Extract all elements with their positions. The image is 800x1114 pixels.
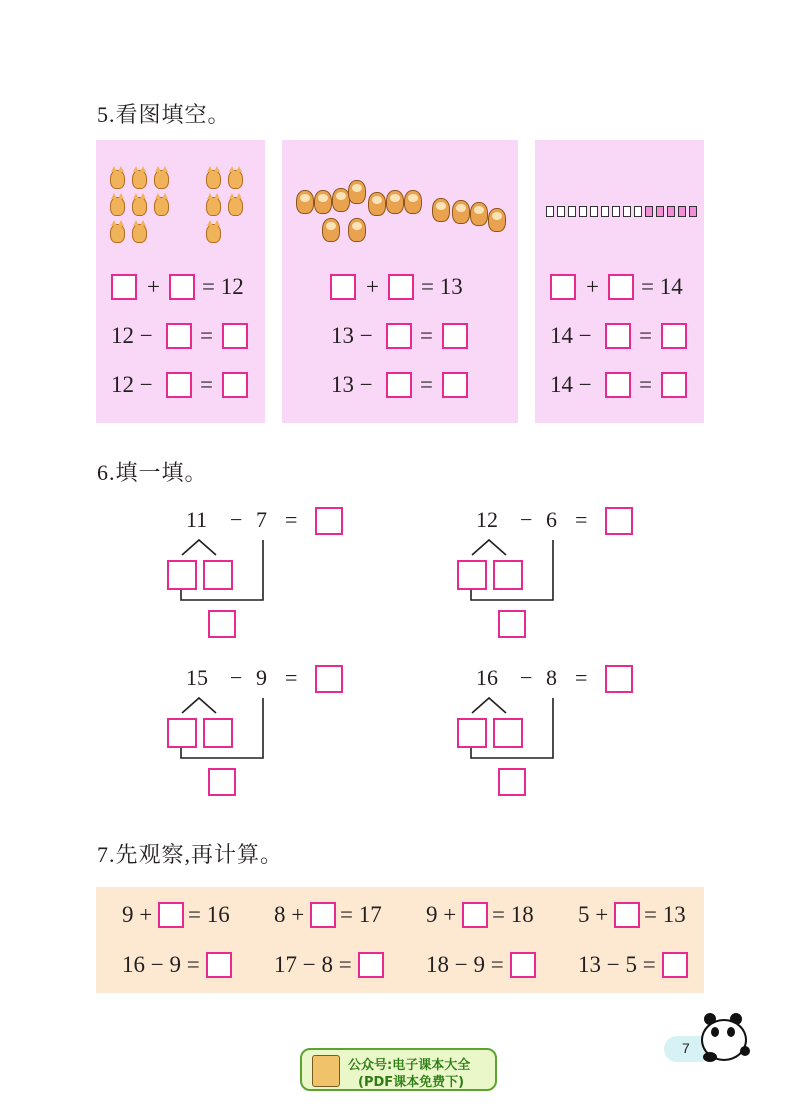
subtrahend: 8 xyxy=(546,665,557,690)
answer-box[interactable] xyxy=(386,372,412,398)
equals-sign: = xyxy=(285,507,298,532)
equals-sign: = xyxy=(639,372,652,397)
split-box-right[interactable] xyxy=(493,560,523,590)
cat-figure xyxy=(132,224,147,243)
cat-figure xyxy=(132,170,147,189)
addend-label: 8 + xyxy=(274,902,305,927)
cube xyxy=(634,206,642,217)
monkey-figure xyxy=(404,190,422,214)
addend-label: 9 + xyxy=(122,902,153,927)
answer-box[interactable] xyxy=(158,902,184,928)
cat-figure xyxy=(154,197,169,216)
answer-box[interactable] xyxy=(462,902,488,928)
answer-box[interactable] xyxy=(166,323,192,349)
equals-sign: = xyxy=(200,323,213,348)
answer-box[interactable] xyxy=(388,274,414,300)
minus-sign: − xyxy=(230,665,243,690)
cat-figure xyxy=(228,197,243,216)
cube xyxy=(579,206,587,217)
monkey-figure xyxy=(368,192,386,216)
minuend: 11 xyxy=(186,507,208,532)
cube-pink xyxy=(689,206,697,217)
equation-start: 14 − xyxy=(550,372,592,397)
section6-heading: 6.填一填。 xyxy=(97,460,208,485)
plus-sign: + xyxy=(586,274,599,299)
minuend: 12 xyxy=(476,507,498,532)
cat-figure xyxy=(110,197,125,216)
cube xyxy=(623,206,631,217)
monkey-figure xyxy=(386,190,404,214)
cat-figure xyxy=(228,170,243,189)
cat-figure xyxy=(132,197,147,216)
split-box-right[interactable] xyxy=(203,718,233,748)
monkey-figure xyxy=(322,218,340,242)
answer-box[interactable] xyxy=(386,323,412,349)
answer-box[interactable] xyxy=(614,902,640,928)
cube-pink xyxy=(667,206,675,217)
subtraction-label: 17 − 8 = xyxy=(274,952,352,977)
plus-sign: + xyxy=(366,274,379,299)
sum-label: = 17 xyxy=(340,902,382,927)
answer-box[interactable] xyxy=(206,952,232,978)
equals-sign: = xyxy=(639,323,652,348)
minus-sign: − xyxy=(230,507,243,532)
answer-box[interactable] xyxy=(315,665,343,693)
answer-box[interactable] xyxy=(605,323,631,349)
cube-pink xyxy=(645,206,653,217)
answer-box[interactable] xyxy=(315,507,343,535)
answer-box[interactable] xyxy=(661,323,687,349)
cube-strip xyxy=(546,206,696,218)
answer-box[interactable] xyxy=(222,323,248,349)
split-box-left[interactable] xyxy=(457,718,487,748)
answer-box[interactable] xyxy=(330,274,356,300)
step-box[interactable] xyxy=(208,768,236,796)
subtrahend: 9 xyxy=(256,665,267,690)
equals-sign: = xyxy=(420,372,433,397)
subtrahend: 6 xyxy=(546,507,557,532)
section5-heading: 5.看图填空。 xyxy=(97,102,231,127)
cat-figure xyxy=(206,170,221,189)
answer-box[interactable] xyxy=(662,952,688,978)
equation-result: = 12 xyxy=(202,274,244,299)
answer-box[interactable] xyxy=(605,665,633,693)
split-box-left[interactable] xyxy=(167,560,197,590)
cube xyxy=(601,206,609,217)
answer-box[interactable] xyxy=(222,372,248,398)
monkey-figure xyxy=(432,198,450,222)
monkey-figure xyxy=(488,208,506,232)
equation-start: 13 − xyxy=(331,323,373,348)
cube xyxy=(612,206,620,217)
split-box-right[interactable] xyxy=(493,718,523,748)
cube-pink xyxy=(678,206,686,217)
watermark-line2: (PDF课本免费下) xyxy=(358,1075,465,1090)
step-box[interactable] xyxy=(208,610,236,638)
split-box-left[interactable] xyxy=(167,718,197,748)
monkey-figure xyxy=(348,180,366,204)
panel-cubes xyxy=(535,140,704,423)
equation-start: 14 − xyxy=(550,323,592,348)
equals-sign: = xyxy=(285,665,298,690)
subtrahend: 7 xyxy=(256,507,267,532)
subtraction-label: 13 − 5 = xyxy=(578,952,656,977)
answer-box[interactable] xyxy=(166,372,192,398)
sum-label: = 16 xyxy=(188,902,230,927)
cat-figure xyxy=(206,224,221,243)
answer-box[interactable] xyxy=(169,274,195,300)
cube xyxy=(568,206,576,217)
section7-heading: 7.先观察,再计算。 xyxy=(97,842,284,867)
cube xyxy=(546,206,554,217)
answer-box[interactable] xyxy=(111,274,137,300)
minus-sign: − xyxy=(520,507,533,532)
minuend: 16 xyxy=(476,665,498,690)
monkey-figure xyxy=(452,200,470,224)
equals-sign: = xyxy=(420,323,433,348)
equation-result: = 14 xyxy=(641,274,683,299)
watermark-line1: 公众号:电子课本大全 xyxy=(348,1058,471,1073)
monkey-figure xyxy=(296,190,314,214)
monkey-figure xyxy=(470,202,488,226)
cat-figure xyxy=(110,170,125,189)
subtraction-label: 16 − 9 = xyxy=(122,952,200,977)
practice-panel xyxy=(96,887,704,993)
answer-box[interactable] xyxy=(608,274,634,300)
answer-box[interactable] xyxy=(550,274,576,300)
answer-box[interactable] xyxy=(605,372,631,398)
answer-box[interactable] xyxy=(510,952,536,978)
equation-start: 13 − xyxy=(331,372,373,397)
plus-sign: + xyxy=(147,274,160,299)
watermark-badge[interactable] xyxy=(300,1048,497,1091)
minus-sign: − xyxy=(520,665,533,690)
subtraction-label: 18 − 9 = xyxy=(426,952,504,977)
addend-label: 9 + xyxy=(426,902,457,927)
cube xyxy=(590,206,598,217)
addend-label: 5 + xyxy=(578,902,609,927)
step-box[interactable] xyxy=(498,768,526,796)
sum-label: = 13 xyxy=(644,902,686,927)
sum-label: = 18 xyxy=(492,902,534,927)
equation-result: = 13 xyxy=(421,274,463,299)
equation-start: 12 − xyxy=(111,372,153,397)
book-icon xyxy=(312,1055,340,1087)
answer-box[interactable] xyxy=(605,507,633,535)
monkey-figure xyxy=(314,190,332,214)
split-box-right[interactable] xyxy=(203,560,233,590)
page-number: 7 xyxy=(682,1040,690,1056)
answer-box[interactable] xyxy=(442,323,468,349)
answer-box[interactable] xyxy=(442,372,468,398)
step-box[interactable] xyxy=(498,610,526,638)
answer-box[interactable] xyxy=(310,902,336,928)
minuend: 15 xyxy=(186,665,208,690)
cat-figure xyxy=(154,170,169,189)
equation-start: 12 − xyxy=(111,323,153,348)
cat-figure xyxy=(110,224,125,243)
split-box-left[interactable] xyxy=(457,560,487,590)
monkey-figure xyxy=(348,218,366,242)
cube-pink xyxy=(656,206,664,217)
equals-sign: = xyxy=(575,665,588,690)
panel-monkeys xyxy=(282,140,518,423)
equals-sign: = xyxy=(200,372,213,397)
panel-cats xyxy=(96,140,265,423)
answer-box[interactable] xyxy=(661,372,687,398)
cat-figure xyxy=(206,197,221,216)
equals-sign: = xyxy=(575,507,588,532)
answer-box[interactable] xyxy=(358,952,384,978)
cube xyxy=(557,206,565,217)
